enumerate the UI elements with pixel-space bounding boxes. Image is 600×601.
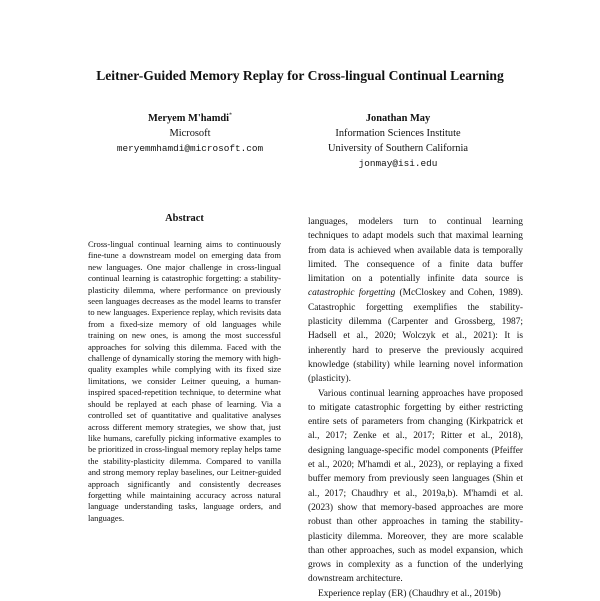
body-paragraph: Various continual learning approaches have proposed to mitigate catastrophic forgetting by either restricting entire sets of parameters from changing (Kirkpatrick et al., 2017; Zenke et al., 2017; Ritter et al., 2018), designing language-specific model components (Pfeiffer et al., 2020; M'hamdi et al., 2023), or replaying a fixed buffer memory from previously seen languages (Shin et al., 2017; Chaudhry et al., 2019a,b). M'hamdi et al. (2023) show that memory-based approaches are more robust than other approaches in taming the stability-plasticity dilemma. Moreover, they are more scalable than other approaches, such as model expansion, which grows in complexity as a function of the underlying downstream architecture. <box>308 388 523 585</box>
body-paragraph: languages, modelers turn to continual learning techniques to adapt models such that maximal learning from data is achieved when available data is temporally limited. The consequence of a finite data buffer limitation on a potentially infinite data source is catastrophic forgetting (McCloskey and Cohen, 1989). Catastrophic forgetting exemplifies the stability-plasticity dilemma (Carpenter and Grossberg, 1987; Hadsell et al., 2020; Wolczyk et al., 2021): It is inherently hard to preserve the previously acquired knowledge (stability) while learning novel information (plasticity). <box>308 217 524 385</box>
author-affiliation: Microsoft <box>169 128 211 139</box>
abstract-heading: Abstract <box>165 213 204 224</box>
author-email: meryemmhamdi@microsoft.com <box>116 143 264 154</box>
author-block-1 <box>115 111 265 156</box>
emphasis-term: catastrophic forgetting <box>308 288 396 299</box>
author-affiliation: Information Sciences Institute <box>335 128 461 139</box>
author-affiliation: University of Southern California <box>328 143 468 154</box>
abstract-text: Cross-lingual continual learning aims to continuously fine-tune a downstream model on emerging data from new languages. One major challenge in cross-lingual continual learning is catastrophic forgetting: a stability-plasticity dilemma, where performance on previously seen languages decreases as the model learns to transfer to new languages. Experience replay, which revisits data from a fixed-size memory of old languages while training on new ones, is among the most successful approaches for solving this dilemma. Faced with the challenge of dynamically storing the memory with high-quality examples while complying with its fixed size limitations, we consider Leitner queuing, a human-inspired spaced-repetition technique, to determine what should be replayed at each phase of learning. Via a controlled set of quantitative and qualitative analyses across different memory strategies, we show that, just like humans, carefully picking informative examples to be prioritized in cross-lingual memory replay helps tame the stability-plasticity dilemma. Compared to vanilla and strong memory replay baselines, our Leitner-guided approach significantly and consistently decreases forgetting while maintaining accuracy across natural language understanding tasks, language orders, and languages. <box>88 239 281 523</box>
author-name: Meryem M'hamdi <box>147 113 230 124</box>
body-column-right <box>308 215 523 601</box>
author-block-2 <box>308 111 488 171</box>
paper-title: Leitner-Guided Memory Replay for Cross-lingual Continual Learning <box>96 68 504 83</box>
body-paragraph: Experience replay (ER) (Chaudhry et al., 2019b) <box>318 588 501 599</box>
author-footnote-marker: * <box>229 112 233 119</box>
author-name: Jonathan May <box>365 113 431 124</box>
author-email: jonmay@isi.edu <box>358 158 438 169</box>
